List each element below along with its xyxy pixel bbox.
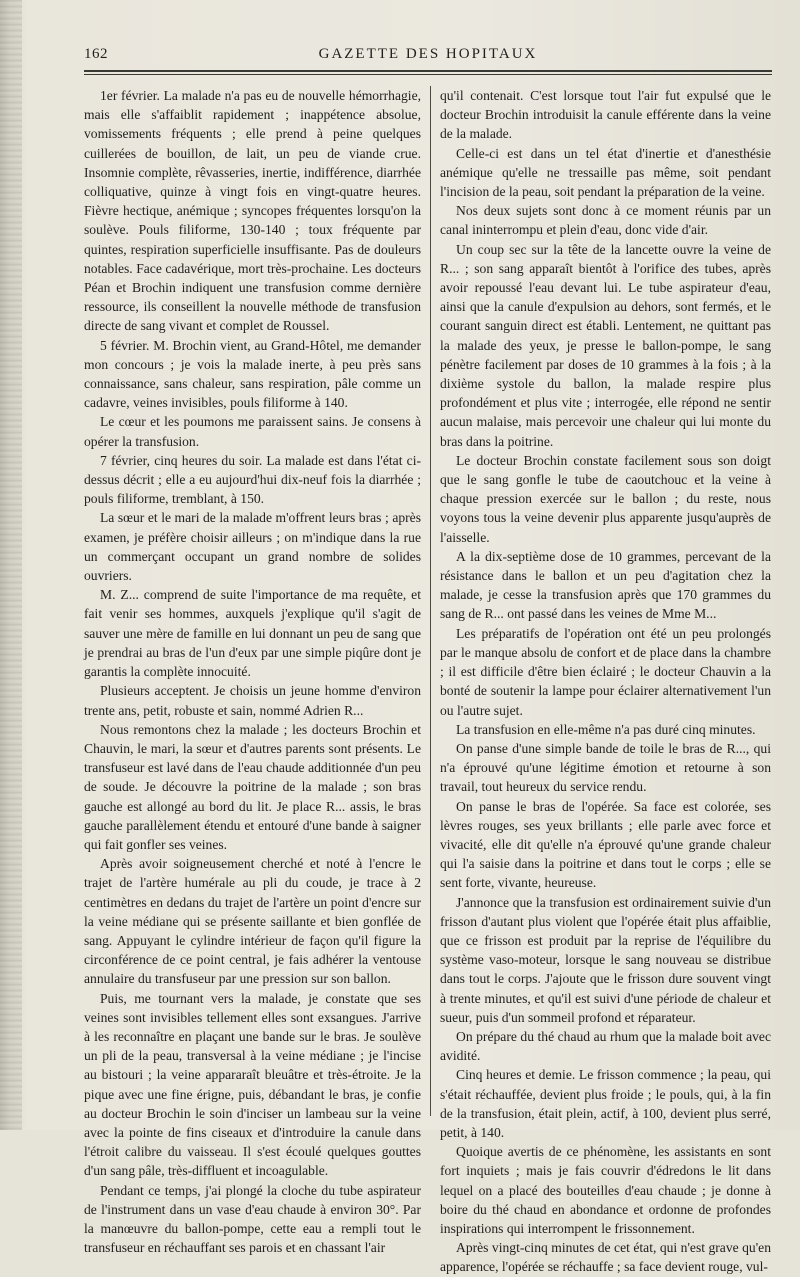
paragraph: Les préparatifs de l'opération ont été un peu prolongés par le manque absolu de confort et de place dans la chambre ; il est difficile d'être bien éclairé ; le docteur Chauvin a la bonté de soutenir la lampe pour éclairer alternativement l'un ou l'autre sujet. <box>440 625 771 718</box>
paragraph: A la dix-septième dose de 10 grammes, percevant de la résistance dans le ballon et un peu d'agitation chez la malade, je cesse la transfusion après que 170 grammes du sang de R... ont passé dans les veines de Mme M... <box>440 548 771 622</box>
paragraph: On prépare du thé chaud au rhum que la malade boit avec avidité. <box>440 1028 771 1064</box>
page-header <box>84 46 772 68</box>
column-divider <box>430 86 431 1116</box>
page-number: 162 <box>84 46 108 62</box>
left-column <box>84 86 421 1257</box>
paragraph: M. Z... comprend de suite l'importance de ma requête, et fait venir ses hommes, auxquels j'explique qu'il s'agit de sauver une mère de famille en lui donnant un peu de sang que je prendrai au bras de l'un d'eux par une simple piqûre dont je garantis la complète innocuité. <box>84 587 421 680</box>
paragraph: Quoique avertis de ce phénomène, les assistants en sont fort inquiets ; mais je fais couvrir d'édredons le lit dans lequel on a placé des bouteilles d'eau chaude ; je donne à boire du thé chaud en abondance et ordonne de profondes inspirations qui interrompent le frissonnement. <box>440 1144 771 1236</box>
paragraph: On panse le bras de l'opérée. Sa face est colorée, ses lèvres rouges, ses yeux brillants ; elle parle avec force et vivacité, elle dit qu'elle n'a éprouvé qu'une grande chaleur qui l'a saisie dans la poitrine et dans tout le corps ; elle se sent forte, vivante, heureuse. <box>440 798 771 891</box>
paragraph: 5 février. M. Brochin vient, au Grand-Hôtel, me demander mon concours ; je vois la malade inerte, à peu près sans connaissance, sans chaleur, sans respiration, pâle comme un cadavre, veines invisibles, pouls filiforme à 140. <box>84 337 421 411</box>
paragraph: Un coup sec sur la tête de la lancette ouvre la veine de R... ; son sang apparaît bientôt à l'orifice des tubes, après avoir repoussé l'eau devant lui. Le tube aspirateur d'eau, ainsi que la canule d'expulsion au dehors, sont fermés, et le courant sanguin direct est établi. Lentement, ne quittant pas la malade des yeux, je presse le ballon-pompe, le sang pénètre facilement par doses de 10 grammes à la fois ; à la dixième systole du ballon, la malade respire plus profondément et plus vite ; interrogée, elle répond ne sentir aucun malaise, mais percevoir une chaleur qui lui monte du bras dans la poitrine. <box>440 241 771 449</box>
paragraph: 7 février, cinq heures du soir. La malade est dans l'état ci-dessus décrit ; elle a eu aujourd'hui dix-neuf fois la diarrhée ; pouls filiforme, tremblant, à 150. <box>84 452 421 507</box>
paragraph: On panse d'une simple bande de toile le bras de R..., qui n'a éprouvé qu'une légitime émotion et retourne à son travail, tout heureux du service rendu. <box>440 740 771 795</box>
paragraph: Celle-ci est dans un tel état d'inertie et d'anesthésie anémique qu'elle ne tressaille pas même, soit pendant l'incision de la peau, soit pendant la préparation de la veine. <box>440 145 771 200</box>
paragraph: Plusieurs acceptent. Je choisis un jeune homme d'environ trente ans, petit, robuste et sain, nommé Adrien R... <box>84 683 421 718</box>
paragraph: La transfusion en elle-même n'a pas duré cinq minutes. <box>456 721 756 737</box>
paragraph: Pendant ce temps, j'ai plongé la cloche du tube aspirateur de l'instrument dans un vase d'eau chaude à environ 30°. Par la manœuvre du ballon-pompe, cette eau a rempli tout le transfuseur en réchauffant ses parois et en chassant l'air <box>84 1182 421 1256</box>
paragraph: J'annonce que la transfusion est ordinairement suivie d'un frisson d'autant plus violent que l'opérée était plus affaiblie, que ce frisson est produit par la reprise de l'équilibre du système vaso-moteur, lorsque le sang nouveau se distribue dans tout le corps. J'ajoute que le frisson dure souvent vingt à trente minutes, et qu'il est suivi d'une période de chaleur et sueur, puis d'un sommeil profond et réparateur. <box>440 894 771 1025</box>
paragraph: qu'il contenait. C'est lorsque tout l'air fut expulsé que le docteur Brochin introduisit la canule efférente dans la veine de la malade. <box>440 88 771 142</box>
paragraph: Puis, me tournant vers la malade, je constate que ses veines sont invisibles tellement elles sont exsangues. J'arrive à les reconnaître en plaçant une bande sur le bras. Je soulève un pli de la peau, transversal à la veine médiane ; je l'incise au bistouri ; la veine appararaît bleuâtre et très-étroite. Je la pique avec une fine érigne, puis, débandant le bras, je confie au docteur Brochin le soin d'inciser un lambeau sur la veine avec la pointe de fins ciseaux et d'introduire la canule dans l'étroit calibre du vaisseau. Il s'est écoulé quelques gouttes d'un sang pâle, très-diffluent et incoagulable. <box>84 990 421 1179</box>
paragraph: Le docteur Brochin constate facilement sous son doigt que le sang gonfle le tube de caoutchouc et la veine à chaque pression exercée sur le ballon ; du reste, nous voyons tous la veine devenir plus apparente jusqu'auprès de l'aisselle. <box>440 452 771 545</box>
paragraph: Le cœur et les poumons me paraissent sains. Je consens à opérer la transfusion. <box>84 414 421 449</box>
journal-title: GAZETTE DES HOPITAUX <box>318 46 538 62</box>
header-rule <box>84 70 772 75</box>
paragraph: Nous remontons chez la malade ; les docteurs Brochin et Chauvin, le mari, la sœur et d'autres parents sont présents. Le transfuseur est lavé dans de l'eau chaude additionnée d'un peu de soude. Je découvre la poitrine de la malade ; son bras gauche est allongé au bord du lit. Je place R... assis, le bras gauche parallèlement étendu et entouré d'une bande à saigner qui fait gonfler ses veines. <box>84 721 421 852</box>
paragraph: Après avoir soigneusement cherché et noté à l'encre le trajet de l'artère humérale au pli du coude, je trace à 2 centimètres en dedans du trajet de l'artère un point d'encre sur la veine médiane qui se présente saillante et bien gonflée de sang. Appuyant le cylindre intérieur de façon qu'il figure la circonférence de ce point central, je fais adhérer la ventouse annulaire du transfuseur par une pression sur son ballon. <box>84 856 421 987</box>
right-column <box>440 86 771 1277</box>
paragraph: Cinq heures et demie. Le frisson commence ; la peau, qui s'était réchauffée, devient plus froide ; le pouls, qui, à la fin de la transfusion, était plein, actif, à 100, devient plus serré, petit, à 140. <box>440 1067 771 1140</box>
paragraph: Après vingt-cinq minutes de cet état, qui n'est grave qu'en apparence, l'opérée se réchauffe ; sa face devient rouge, vul- <box>440 1240 771 1275</box>
paragraph: La sœur et le mari de la malade m'offrent leurs bras ; après examen, je préfère choisir ailleurs ; on m'indique dans la rue un commerçant occupant un grand nombre de solides ouvriers. <box>84 510 421 584</box>
page-binding-edge <box>0 0 22 1130</box>
paragraph: 1er février. La malade n'a pas eu de nouvelle hémorrhagie, mais elle s'affaiblit rapidement ; inappétence absolue, vomissements fréquents ; elle prend à peine quelques cuillerées de bouillon, de lait, un peu de viande crue. Insomnie complète, rêvasseries, inertie, indifférence, diarrhée colliquative, quinze à vingt fois en vingt-quatre heures. Fièvre hectique, anémique ; syncopes fréquentes lorsqu'on la soulève. Pouls filiforme, 130-140 ; toux fréquente par quintes, respiration superficielle insuffisante. Pas de douleurs notables. Face cadavérique, mort très-prochaine. Les docteurs Péan et Brochin indiquent une transfusion comme dernière ressource, ils conseillent la nouvelle méthode de transfusion directe de sang vivant et complet de Roussel. <box>84 88 421 334</box>
paragraph: Nos deux sujets sont donc à ce moment réunis par un canal ininterrompu et plein d'eau, donc vide d'air. <box>440 203 771 238</box>
